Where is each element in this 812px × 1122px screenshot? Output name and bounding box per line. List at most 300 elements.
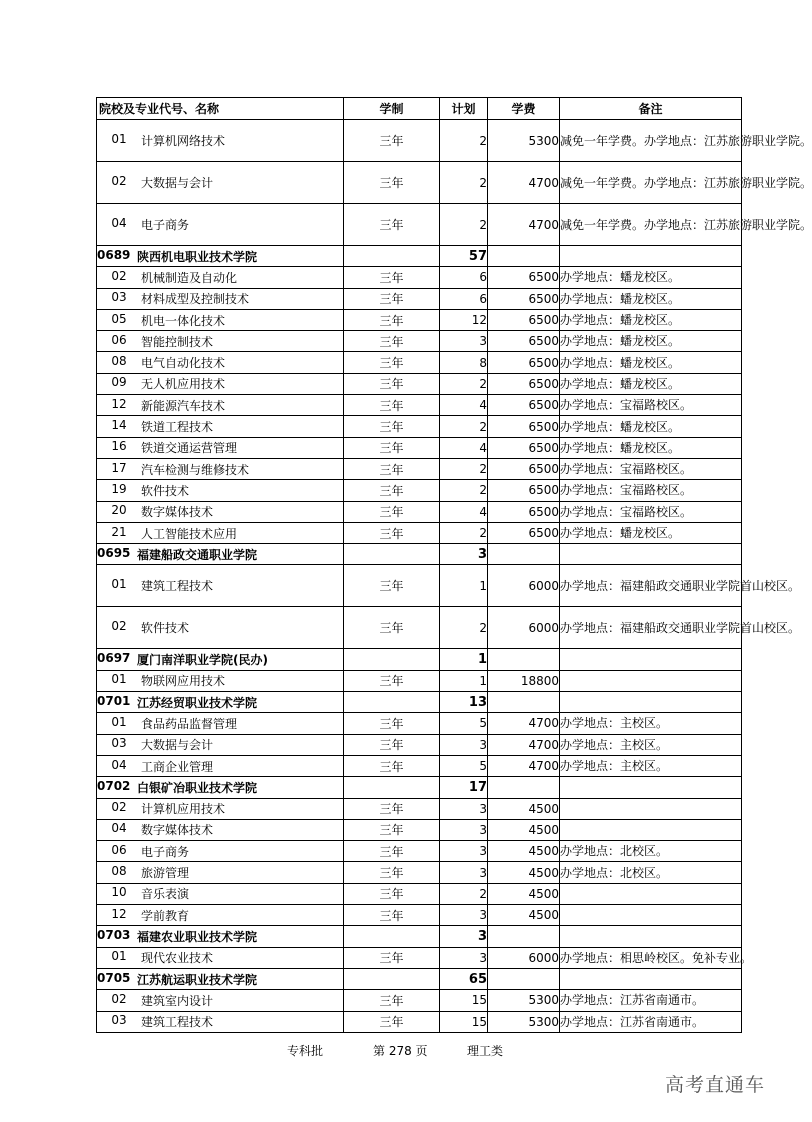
major-name: 电子商务 — [141, 844, 190, 859]
major-plan: 5 — [440, 755, 488, 776]
school-name-cell — [97, 777, 344, 798]
major-name-cell — [97, 458, 344, 479]
major-note: 办学地点：蟠龙校区。 — [560, 437, 742, 458]
major-note — [560, 670, 742, 691]
major-name-cell — [97, 670, 344, 691]
school-code: 0695 — [97, 545, 131, 560]
major-name-cell — [97, 204, 344, 246]
school-row — [97, 246, 742, 267]
major-fee: 6500 — [488, 480, 560, 501]
school-name-cell — [97, 968, 344, 989]
footer-page-number: 第 278 页 — [373, 1044, 428, 1058]
school-name: 白银矿冶职业技术学院 — [137, 780, 258, 795]
school-row — [97, 926, 742, 947]
major-code: 10 — [111, 885, 127, 900]
major-note — [560, 819, 742, 840]
major-name-cell — [97, 162, 344, 204]
school-code: 0697 — [97, 651, 131, 666]
major-fee: 6000 — [488, 565, 560, 607]
major-fee: 4700 — [488, 204, 560, 246]
major-row — [97, 841, 742, 862]
major-code: 04 — [111, 216, 127, 230]
major-code: 02 — [111, 268, 127, 283]
school-code: 0702 — [97, 778, 131, 793]
major-row — [97, 120, 742, 162]
major-plan: 1 — [440, 670, 488, 691]
school-name: 江苏经贸职业技术学院 — [137, 695, 258, 710]
major-system: 三年 — [344, 120, 440, 162]
school-system-cell — [344, 246, 440, 267]
major-name-cell — [97, 522, 344, 543]
major-code: 02 — [111, 619, 127, 634]
major-note: 办学地点：主校区。 — [560, 734, 742, 755]
header-fee: 学费 — [488, 98, 560, 120]
major-code: 02 — [111, 174, 127, 188]
major-fee: 6500 — [488, 437, 560, 458]
major-system: 三年 — [344, 755, 440, 776]
major-system: 三年 — [344, 458, 440, 479]
major-note: 办学地点：蟠龙校区。 — [560, 267, 742, 288]
major-row — [97, 670, 742, 691]
major-name-cell — [97, 713, 344, 734]
major-fee: 6500 — [488, 267, 560, 288]
footer-batch: 专科批 — [287, 1044, 324, 1058]
major-system: 三年 — [344, 480, 440, 501]
major-row — [97, 734, 742, 755]
school-name: 江苏航运职业技术学院 — [137, 972, 258, 987]
major-name-cell — [97, 862, 344, 883]
major-system: 三年 — [344, 1011, 440, 1032]
major-name-cell — [97, 120, 344, 162]
major-system: 三年 — [344, 331, 440, 352]
school-fee-cell — [488, 926, 560, 947]
major-name: 材料成型及控制技术 — [141, 292, 250, 307]
school-row — [97, 968, 742, 989]
major-name-cell — [97, 905, 344, 926]
major-row — [97, 309, 742, 330]
school-name-cell — [97, 926, 344, 947]
school-system-cell — [344, 692, 440, 713]
major-name: 软件技术 — [141, 483, 190, 498]
major-row — [97, 755, 742, 776]
major-code: 04 — [111, 821, 127, 836]
major-plan: 6 — [440, 288, 488, 309]
major-plan: 15 — [440, 990, 488, 1011]
major-plan: 3 — [440, 905, 488, 926]
major-system: 三年 — [344, 352, 440, 373]
major-row — [97, 607, 742, 649]
major-name: 工商企业管理 — [141, 759, 214, 774]
header-system: 学制 — [344, 98, 440, 120]
major-name: 铁道交通运营管理 — [141, 441, 238, 456]
major-row — [97, 990, 742, 1011]
major-note: 办学地点：北校区。 — [560, 862, 742, 883]
major-code: 01 — [111, 949, 127, 964]
major-name: 电子商务 — [141, 218, 190, 232]
school-note-cell — [560, 649, 742, 670]
school-name: 陕西机电职业技术学院 — [137, 249, 258, 264]
major-name: 人工智能技术应用 — [141, 526, 238, 541]
major-name-cell — [97, 288, 344, 309]
major-row — [97, 862, 742, 883]
major-system: 三年 — [344, 395, 440, 416]
major-name: 音乐表演 — [141, 887, 190, 902]
major-code: 03 — [111, 1013, 127, 1028]
major-fee: 4700 — [488, 755, 560, 776]
major-code: 12 — [111, 906, 127, 921]
header-name: 院校及专业代号、名称 — [97, 98, 344, 120]
major-code: 16 — [111, 439, 127, 454]
major-plan: 3 — [440, 819, 488, 840]
major-plan: 5 — [440, 713, 488, 734]
school-code: 0705 — [97, 970, 131, 985]
major-note: 办学地点：蟠龙校区。 — [560, 352, 742, 373]
major-code: 01 — [111, 132, 127, 146]
table-body — [97, 120, 812, 1033]
major-row — [97, 1011, 742, 1032]
major-code: 06 — [111, 842, 127, 857]
major-code: 08 — [111, 864, 127, 879]
major-name: 建筑工程技术 — [141, 1015, 214, 1030]
major-name: 新能源汽车技术 — [141, 398, 226, 413]
school-name-cell — [97, 649, 344, 670]
major-name: 旅游管理 — [141, 866, 190, 881]
major-name-cell — [97, 734, 344, 755]
major-row — [97, 395, 742, 416]
major-system: 三年 — [344, 373, 440, 394]
major-row — [97, 331, 742, 352]
major-name: 食品药品监督管理 — [141, 716, 238, 731]
major-note: 办学地点：北校区。 — [560, 841, 742, 862]
major-note: 办学地点：江苏省南通市。 — [560, 990, 742, 1011]
school-name: 福建船政交通职业学院 — [137, 547, 258, 562]
major-name-cell — [97, 352, 344, 373]
school-plan-total: 57 — [440, 246, 488, 267]
major-fee: 4500 — [488, 883, 560, 904]
major-fee: 5300 — [488, 1011, 560, 1032]
school-row — [97, 544, 742, 565]
major-name-cell — [97, 309, 344, 330]
major-note: 办学地点：宝福路校区。 — [560, 458, 742, 479]
major-code: 21 — [111, 524, 127, 539]
major-note: 办学地点：宝福路校区。 — [560, 501, 742, 522]
school-name: 厦门南洋职业学院(民办) — [137, 653, 268, 668]
major-fee: 6000 — [488, 607, 560, 649]
school-note-cell — [560, 246, 742, 267]
major-plan: 3 — [440, 734, 488, 755]
major-code: 02 — [111, 991, 127, 1006]
school-name-cell — [97, 692, 344, 713]
major-name-cell — [97, 395, 344, 416]
major-name: 大数据与会计 — [141, 738, 214, 753]
major-note: 办学地点：宝福路校区。 — [560, 480, 742, 501]
major-note: 办学地点：宝福路校区。 — [560, 395, 742, 416]
major-code: 09 — [111, 375, 127, 390]
major-note: 办学地点：相思岭校区。免补专业。 — [560, 947, 742, 968]
school-fee-cell — [488, 777, 560, 798]
major-system: 三年 — [344, 905, 440, 926]
major-plan: 3 — [440, 331, 488, 352]
school-fee-cell — [488, 692, 560, 713]
major-fee: 4500 — [488, 905, 560, 926]
major-note: 减免一年学费。办学地点：江苏旅游职业学院。 — [560, 204, 742, 246]
major-row — [97, 480, 742, 501]
major-fee: 4700 — [488, 713, 560, 734]
major-name: 数字媒体技术 — [141, 823, 214, 838]
major-name-cell — [97, 480, 344, 501]
major-row — [97, 162, 742, 204]
major-code: 05 — [111, 311, 127, 326]
school-name-cell — [97, 246, 344, 267]
major-system: 三年 — [344, 670, 440, 691]
major-row — [97, 267, 742, 288]
major-row — [97, 798, 742, 819]
school-plan-total: 1 — [440, 649, 488, 670]
school-code: 0703 — [97, 927, 131, 942]
major-fee: 4500 — [488, 862, 560, 883]
major-plan: 3 — [440, 862, 488, 883]
school-row — [97, 692, 742, 713]
major-code: 02 — [111, 800, 127, 815]
major-name: 大数据与会计 — [141, 176, 214, 190]
major-plan: 6 — [440, 267, 488, 288]
major-row — [97, 416, 742, 437]
major-code: 20 — [111, 503, 127, 518]
major-code: 03 — [111, 290, 127, 305]
major-name: 无人机应用技术 — [141, 377, 226, 392]
major-name: 建筑室内设计 — [141, 993, 214, 1008]
major-name: 机械制造及自动化 — [141, 270, 238, 285]
major-fee: 6500 — [488, 416, 560, 437]
major-code: 03 — [111, 736, 127, 751]
major-name-cell — [97, 501, 344, 522]
school-system-cell — [344, 777, 440, 798]
major-note — [560, 883, 742, 904]
header-note: 备注 — [560, 98, 742, 120]
major-plan: 2 — [440, 883, 488, 904]
major-system: 三年 — [344, 522, 440, 543]
major-name-cell — [97, 331, 344, 352]
major-name-cell — [97, 841, 344, 862]
major-name: 现代农业技术 — [141, 951, 214, 966]
major-code: 04 — [111, 757, 127, 772]
major-name-cell — [97, 267, 344, 288]
footer-category: 理工类 — [467, 1044, 504, 1058]
major-note — [560, 798, 742, 819]
major-row — [97, 883, 742, 904]
watermark-text: 高考直通车 — [664, 1074, 765, 1096]
major-row — [97, 819, 742, 840]
major-fee: 6500 — [488, 309, 560, 330]
major-plan: 3 — [440, 798, 488, 819]
major-system: 三年 — [344, 501, 440, 522]
major-code: 01 — [111, 577, 127, 592]
major-name: 学前教育 — [141, 908, 190, 923]
major-note: 办学地点：蟠龙校区。 — [560, 288, 742, 309]
major-plan: 1 — [440, 565, 488, 607]
major-note: 办学地点：福建船政交通职业学院首山校区。 — [560, 607, 742, 649]
major-fee: 6500 — [488, 352, 560, 373]
school-plan-total: 3 — [440, 926, 488, 947]
major-plan: 2 — [440, 416, 488, 437]
major-code: 01 — [111, 714, 127, 729]
major-name: 智能控制技术 — [141, 334, 214, 349]
major-system: 三年 — [344, 267, 440, 288]
major-note: 办学地点：江苏省南通市。 — [560, 1011, 742, 1032]
major-row — [97, 437, 742, 458]
school-fee-cell — [488, 246, 560, 267]
major-system: 三年 — [344, 204, 440, 246]
major-row — [97, 373, 742, 394]
admission-plan-table — [96, 97, 812, 1033]
school-system-cell — [344, 649, 440, 670]
major-plan: 2 — [440, 607, 488, 649]
major-note: 办学地点：蟠龙校区。 — [560, 373, 742, 394]
school-code: 0689 — [97, 247, 131, 262]
major-fee: 6500 — [488, 458, 560, 479]
school-plan-total: 3 — [440, 544, 488, 565]
major-name: 物联网应用技术 — [141, 674, 226, 689]
major-system: 三年 — [344, 819, 440, 840]
major-name-cell — [97, 565, 344, 607]
school-code: 0701 — [97, 693, 131, 708]
major-fee: 5300 — [488, 120, 560, 162]
major-row — [97, 352, 742, 373]
major-note: 办学地点：蟠龙校区。 — [560, 522, 742, 543]
major-system: 三年 — [344, 309, 440, 330]
major-note: 减免一年学费。办学地点：江苏旅游职业学院。 — [560, 162, 742, 204]
major-fee: 4500 — [488, 841, 560, 862]
major-note: 办学地点：主校区。 — [560, 713, 742, 734]
major-system: 三年 — [344, 862, 440, 883]
major-fee: 4700 — [488, 734, 560, 755]
school-note-cell — [560, 692, 742, 713]
major-row — [97, 522, 742, 543]
major-fee: 6000 — [488, 947, 560, 968]
major-name: 电气自动化技术 — [141, 356, 226, 371]
major-plan: 8 — [440, 352, 488, 373]
major-name-cell — [97, 1011, 344, 1032]
major-name-cell — [97, 883, 344, 904]
major-name: 铁道工程技术 — [141, 420, 214, 435]
major-fee: 18800 — [488, 670, 560, 691]
major-plan: 2 — [440, 162, 488, 204]
major-name-cell — [97, 819, 344, 840]
header-plan: 计划 — [440, 98, 488, 120]
major-note — [560, 905, 742, 926]
major-row — [97, 501, 742, 522]
major-row — [97, 947, 742, 968]
major-fee: 6500 — [488, 522, 560, 543]
major-plan: 12 — [440, 309, 488, 330]
major-system: 三年 — [344, 734, 440, 755]
major-name: 计算机应用技术 — [141, 802, 226, 817]
school-row — [97, 777, 742, 798]
school-note-cell — [560, 777, 742, 798]
major-name: 数字媒体技术 — [141, 505, 214, 520]
major-fee: 4700 — [488, 162, 560, 204]
major-plan: 2 — [440, 373, 488, 394]
major-plan: 3 — [440, 841, 488, 862]
major-note: 办学地点：福建船政交通职业学院首山校区。 — [560, 565, 742, 607]
major-system: 三年 — [344, 162, 440, 204]
major-plan: 2 — [440, 204, 488, 246]
major-name: 计算机网络技术 — [141, 134, 226, 148]
major-code: 01 — [111, 672, 127, 687]
school-system-cell — [344, 544, 440, 565]
major-system: 三年 — [344, 841, 440, 862]
major-system: 三年 — [344, 288, 440, 309]
school-plan-total: 65 — [440, 968, 488, 989]
major-plan: 2 — [440, 458, 488, 479]
school-fee-cell — [488, 968, 560, 989]
major-row — [97, 288, 742, 309]
major-fee: 4500 — [488, 798, 560, 819]
major-plan: 2 — [440, 522, 488, 543]
major-name-cell — [97, 416, 344, 437]
school-fee-cell — [488, 544, 560, 565]
major-fee: 6500 — [488, 501, 560, 522]
school-note-cell — [560, 926, 742, 947]
major-code: 14 — [111, 418, 127, 433]
major-fee: 5300 — [488, 990, 560, 1011]
major-system: 三年 — [344, 990, 440, 1011]
major-system: 三年 — [344, 883, 440, 904]
major-system: 三年 — [344, 437, 440, 458]
school-plan-total: 13 — [440, 692, 488, 713]
school-fee-cell — [488, 649, 560, 670]
major-plan: 3 — [440, 947, 488, 968]
major-row — [97, 565, 742, 607]
major-system: 三年 — [344, 565, 440, 607]
school-system-cell — [344, 968, 440, 989]
major-plan: 4 — [440, 501, 488, 522]
major-system: 三年 — [344, 798, 440, 819]
major-fee: 4500 — [488, 819, 560, 840]
major-plan: 4 — [440, 395, 488, 416]
major-row — [97, 204, 742, 246]
major-row — [97, 905, 742, 926]
major-name-cell — [97, 607, 344, 649]
school-name-cell — [97, 544, 344, 565]
major-name: 机电一体化技术 — [141, 313, 226, 328]
major-fee: 6500 — [488, 331, 560, 352]
major-fee: 6500 — [488, 373, 560, 394]
major-plan: 2 — [440, 120, 488, 162]
major-code: 19 — [111, 481, 127, 496]
major-system: 三年 — [344, 607, 440, 649]
major-name-cell — [97, 798, 344, 819]
major-fee: 6500 — [488, 395, 560, 416]
major-note: 办学地点：蟠龙校区。 — [560, 309, 742, 330]
school-plan-total: 17 — [440, 777, 488, 798]
major-name-cell — [97, 437, 344, 458]
major-note: 减免一年学费。办学地点：江苏旅游职业学院。 — [560, 120, 742, 162]
school-note-cell — [560, 968, 742, 989]
major-plan: 2 — [440, 480, 488, 501]
major-code: 12 — [111, 396, 127, 411]
major-plan: 4 — [440, 437, 488, 458]
major-note: 办学地点：蟠龙校区。 — [560, 416, 742, 437]
major-system: 三年 — [344, 947, 440, 968]
major-name-cell — [97, 990, 344, 1011]
school-name: 福建农业职业技术学院 — [137, 929, 258, 944]
school-system-cell — [344, 926, 440, 947]
major-system: 三年 — [344, 416, 440, 437]
major-note: 办学地点：蟠龙校区。 — [560, 331, 742, 352]
major-plan: 15 — [440, 1011, 488, 1032]
major-code: 17 — [111, 460, 127, 475]
